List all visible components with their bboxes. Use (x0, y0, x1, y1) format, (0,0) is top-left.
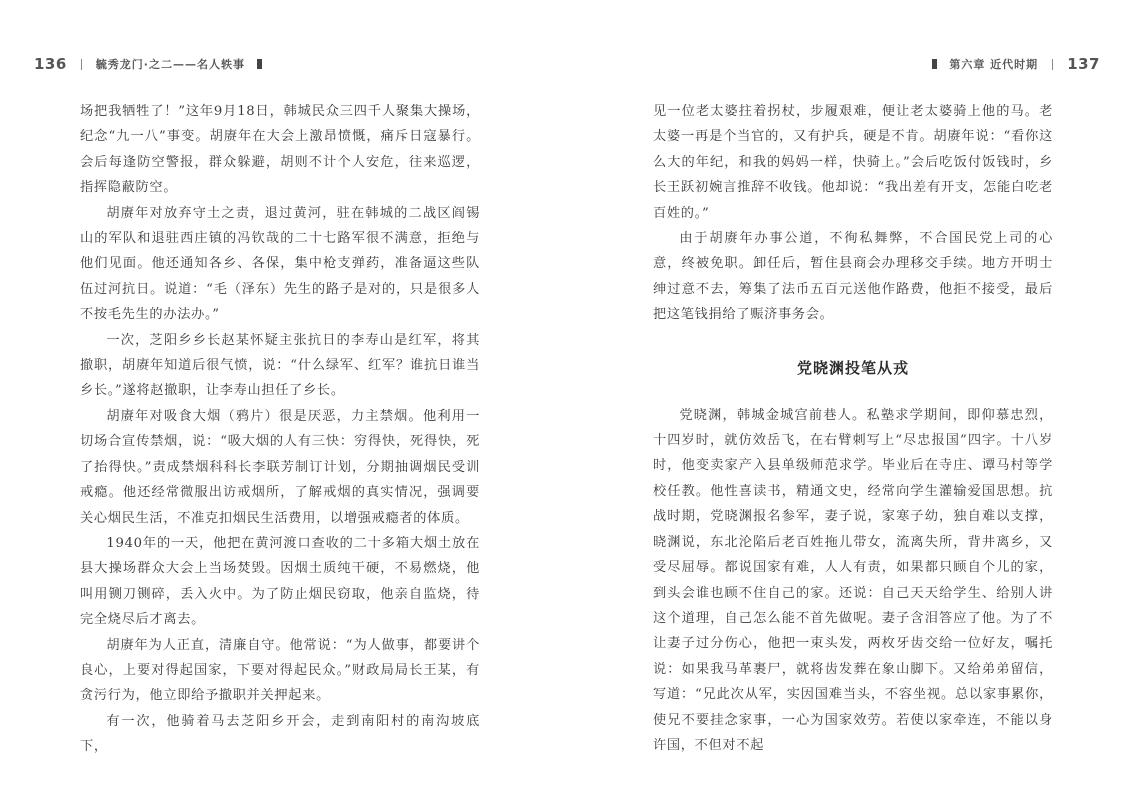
left-page-header (34, 52, 274, 76)
left-page-body (80, 99, 480, 760)
paragraph: 1940年的一天，他把在黄河渡口查收的二十多箱大烟土放在县大操场群众大会上当场焚毁。因烟土质纯干硬，不易燃烧，他叫用铡刀铡碎，丢入火中。为了防止烟民窃取，他亲自监烧，待完全烧尽后才离去。 (80, 535, 480, 628)
paragraph: 由于胡赓年办事公道，不徇私舞弊，不合国民党上司的心意，终被免职。卸任后，暂住县商会办理移交手续。地方开明士绅过意不去，筹集了法币五百元送他作路费，他拒不接受，最后把这笔钱捐给了赈济事务会。 (653, 231, 1053, 323)
paragraph: 有一次，他骑着马去芝阳乡开会，走到南阳村的南沟坡底下， (80, 713, 480, 755)
paragraph: 见一位老太婆拄着拐杖，步履艰难，便让老太婆骑上他的马。老太婆一再是个当官的，又有护兵，硬是不肯。胡赓年说：“看你这么大的年纪，和我的妈妈一样，快骑上。”会后吃饭付饭钱时，乡长王跃初婉言推辞不收钱。他却说：“我出差有开支，怎能白吃老百姓的。” (653, 104, 1053, 221)
paragraph: 胡赓年对吸食大烟（鸦片）很是厌恶，力主禁烟。他利用一切场合宣传禁烟，说：“吸大烟的人有三快：穷得快，死得快，死了抬得快。”责成禁烟科科长李联芳制订计划，分期抽调烟民受训戒瘾。他还经常微服出访戒烟所，了解戒烟的真实情况，强调要关心烟民生活，不准克扣烟民生活费用，以增强戒瘾者的体质。 (80, 408, 480, 526)
paragraph: 一次，芝阳乡乡长赵某怀疑主张抗日的李寿山是红军，将其撤职，胡赓年知道后很气愤，说：“什么绿军、红军？谁抗日谁当乡长。”遂将赵撤职，让李寿山担任了乡长。 (80, 332, 480, 399)
running-header-title: 毓秀龙门·之二——名人轶事 (95, 58, 245, 71)
page-number: 136 (34, 55, 67, 73)
header-separator (81, 59, 82, 70)
page-number: 137 (1067, 55, 1100, 73)
left-page (0, 0, 566, 799)
header-separator (1052, 59, 1053, 70)
right-page (567, 0, 1133, 799)
section-title: 党晓渊投笔从戎 (796, 358, 909, 377)
right-page-body (653, 99, 1053, 758)
right-page-header (920, 52, 1100, 76)
running-header-title: 第六章 近代时期 (949, 58, 1039, 71)
paragraph: 胡赓年对放弃守土之责，退过黄河，驻在韩城的二战区阎锡山的军队和退驻西庄镇的冯钦哉的二十七路军很不满意，拒绝与他们见面。他还通知各乡、各保，集中枪支弹药，准备逼这些队伍过河抗日。说道：“毛（泽东）先生的路子是对的，只是很多人不按毛先生的办法办。” (80, 205, 480, 323)
header-block-mark (257, 59, 262, 69)
paragraph: 场把我牺牲了！”这年9月18日，韩城民众三四千人聚集大操场，纪念“九一八”事变。胡赓年在大会上激昂愤慨，痛斥日寇暴行。会后每逢防空警报，群众躲避，胡则不计个人安危，往来巡逻，指挥隐蔽防空。 (80, 104, 480, 196)
paragraph: 党晓渊，韩城金城宫前巷人。私塾求学期间，即仰慕忠烈，十四岁时，就仿效岳飞，在右臂刺写上“尽忠报国”四字。十八岁时，他变卖家产入县单级师范求学。毕业后在寺庄、谭马村等学校任教。他性喜读书，精通文史，经常向学生灌输爱国思想。抗战时期，党晓渊报名参军，妻子说，家寒子幼，独自难以支撑，晓渊说，东北沦陷后老百姓拖儿带女，流离失所，背井离乡，又受尽屈辱。都说国家有难，人人有责，如果都只顾自个儿的家，到头会谁也顾不住自己的家。还说：自己天天给学生、给别人讲这个道理，自己怎么能不首先做呢。妻子含泪答应了他。为了不让妻子过分伤心，他把一束头发，两枚牙齿交给一位好友，嘱托说：如果我马革裹尸，就将齿发葬在象山脚下。又给弟弟留信，写道：“兄此次从军，实因国难当头，不容坐视。总以家事累你，使兄不要挂念家事，一心为国家效劳。若使以家牵连，不能以身许国，不但对不起 (653, 407, 1053, 753)
paragraph: 胡赓年为人正直，清廉自守。他常说：“为人做事，都要讲个良心，上要对得起国家，下要对得起民众。”财政局局长王某，有贪污行为，他立即给予撤职并关押起来。 (80, 637, 480, 704)
header-block-mark (932, 59, 937, 69)
